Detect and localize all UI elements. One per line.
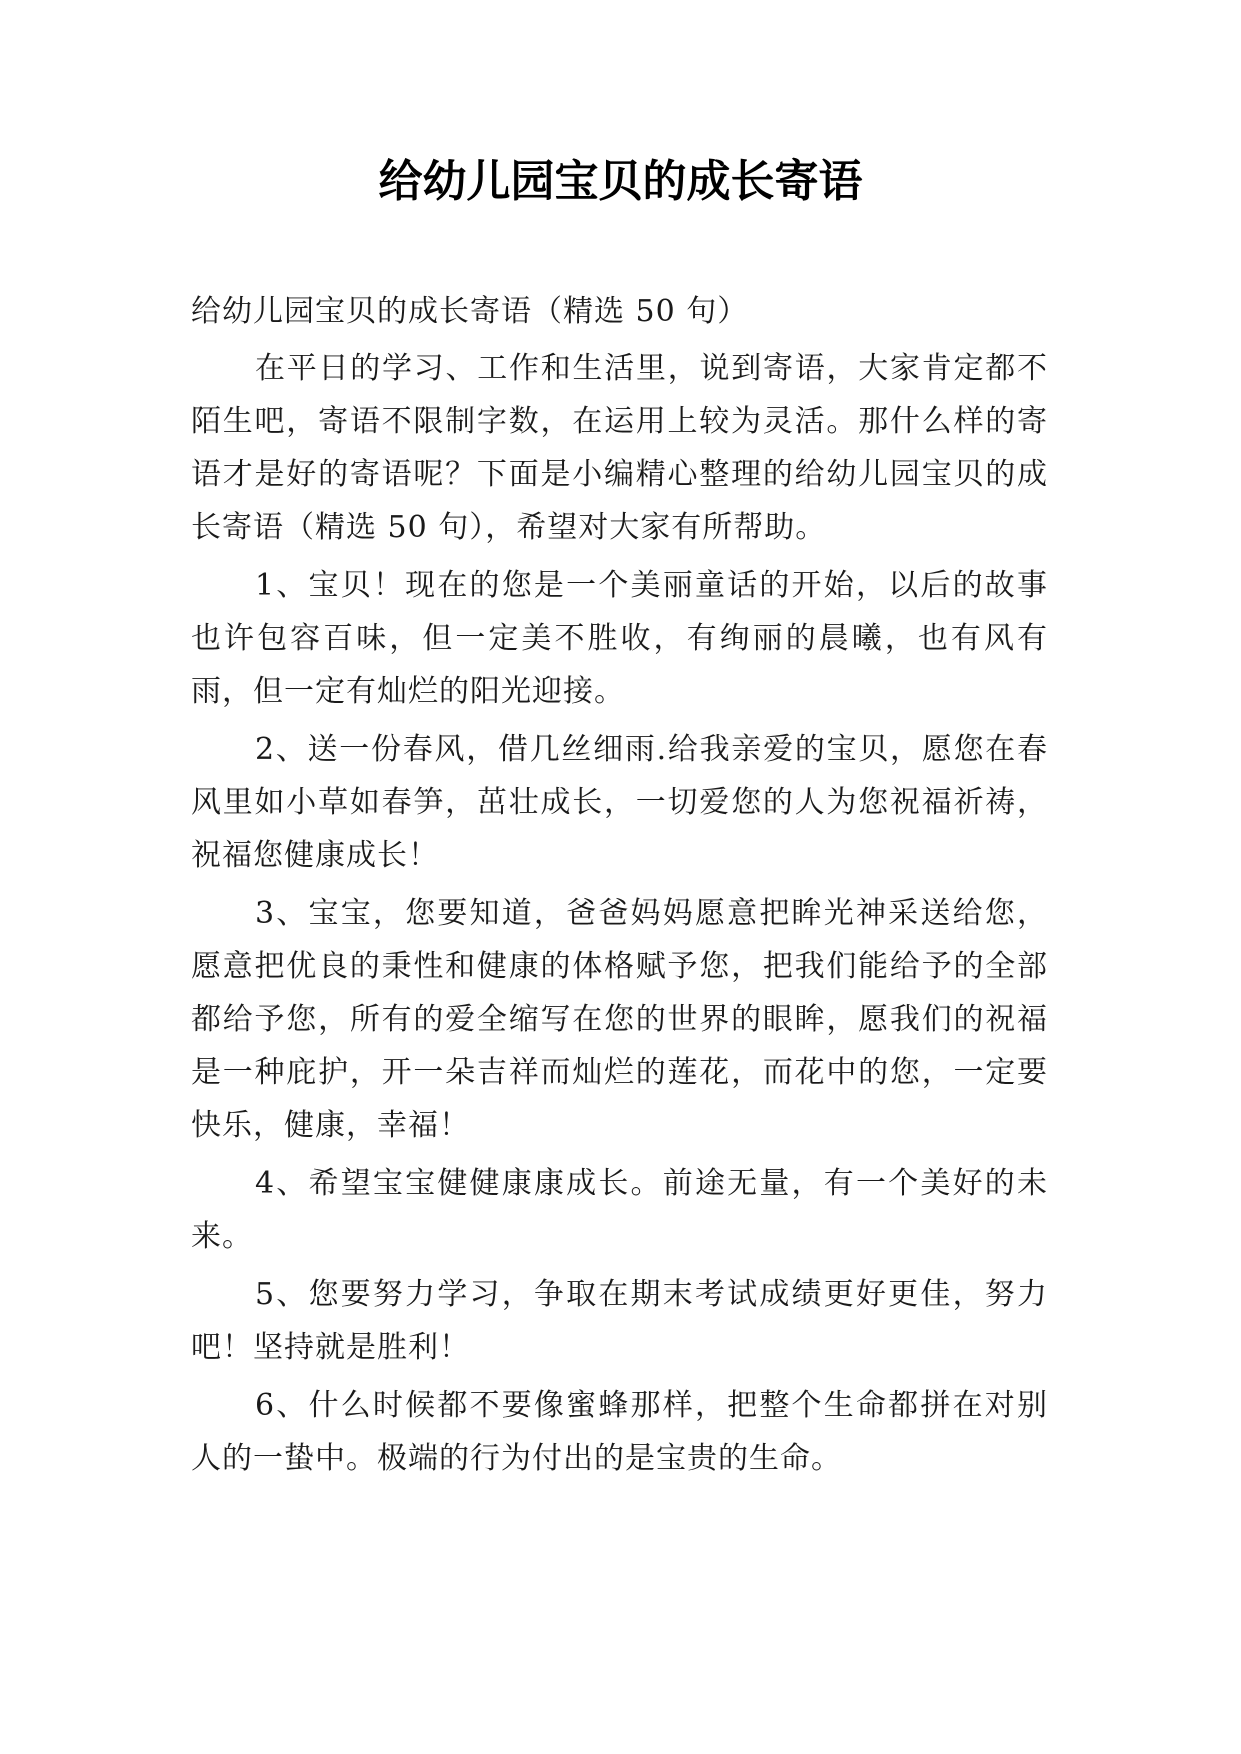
intro-paragraph: 在平日的学习、工作和生活里，说到寄语，大家肯定都不陌生吧，寄语不限制字数，在运用上较为灵活。那什么样的寄语才是好的寄语呢？下面是小编精心整理的给幼儿园宝贝的成长寄语（精选 50 句），希望对大家有所帮助。: [191, 351, 1048, 545]
document-body: [191, 285, 1048, 1490]
message-paragraph-4: 4、希望宝宝健健康康成长。前途无量，有一个美好的未来。: [191, 1166, 1048, 1254]
document-subtitle: 给幼儿园宝贝的成长寄语（精选 50 句）: [191, 294, 749, 329]
message-paragraph-1: 1、宝贝！现在的您是一个美丽童话的开始，以后的故事也许包容百味，但一定美不胜收，有绚丽的晨曦，也有风有雨，但一定有灿烂的阳光迎接。: [191, 568, 1048, 709]
message-paragraph-2: 2、送一份春风，借几丝细雨.给我亲爱的宝贝，愿您在春风里如小草如春笋，茁壮成长，一切爱您的人为您祝福祈祷，祝福您健康成长！: [191, 732, 1048, 873]
message-paragraph-6: 6、什么时候都不要像蜜蜂那样，把整个生命都拼在对别人的一蛰中。极端的行为付出的是宝贵的生命。: [191, 1388, 1048, 1476]
document-title: 给幼儿园宝贝的成长寄语: [378, 156, 863, 207]
message-paragraph-5: 5、您要努力学习，争取在期末考试成绩更好更佳，努力吧！坚持就是胜利！: [191, 1277, 1048, 1365]
message-paragraph-3: 3、宝宝，您要知道，爸爸妈妈愿意把眸光神采送给您，愿意把优良的秉性和健康的体格赋予您，把我们能给予的全部都给予您，所有的爱全缩写在您的世界的眼眸，愿我们的祝福是一种庇护，开一朵吉祥而灿烂的莲花，而花中的您，一定要快乐，健康，幸福！: [191, 896, 1048, 1143]
